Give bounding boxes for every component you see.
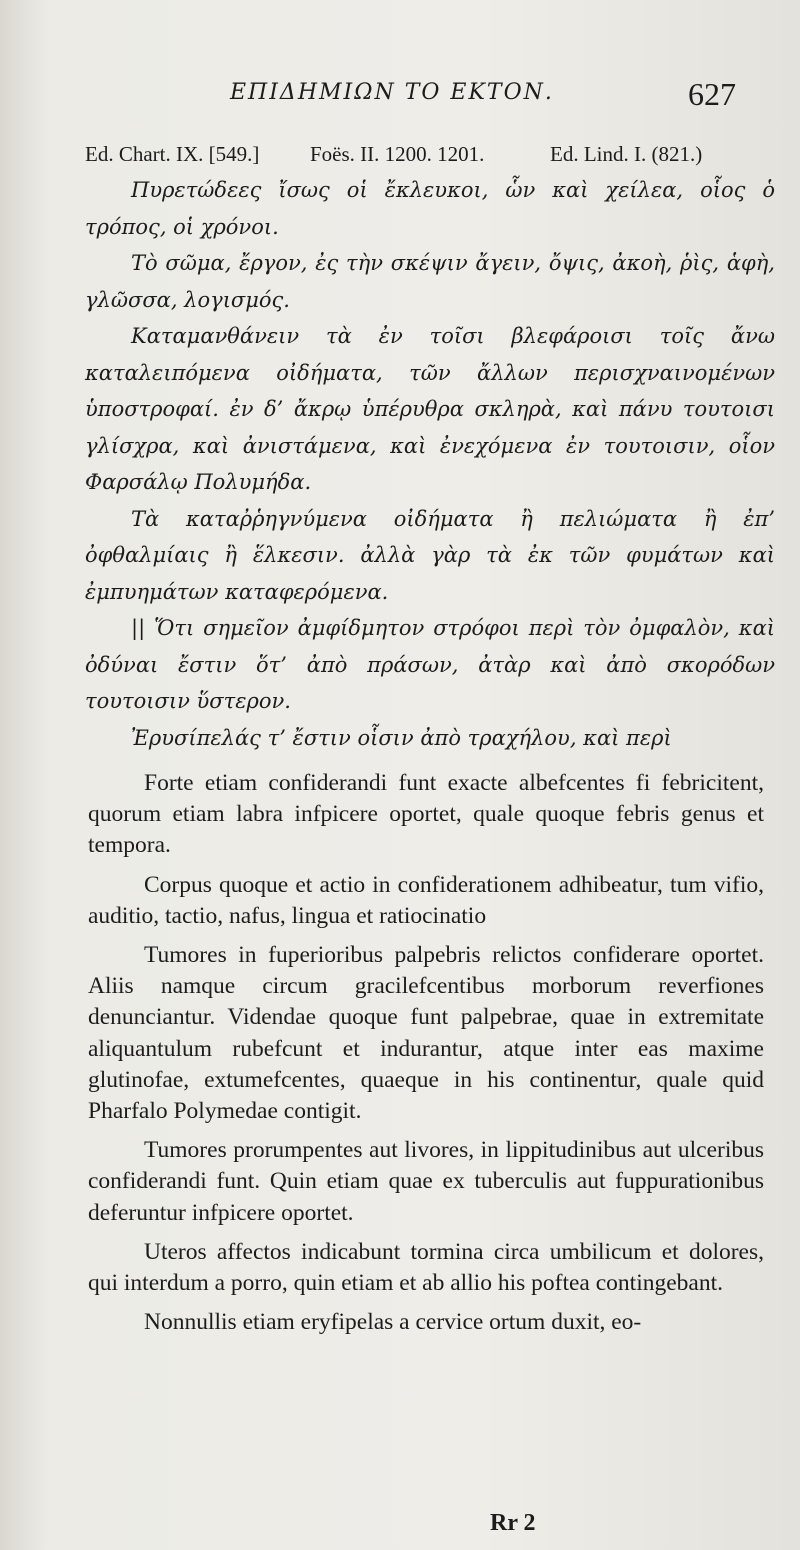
edition-foes-ref: Foës. II. 1200. 1201. — [310, 142, 485, 166]
greek-paragraph: || Ὅτι σημεῖον ἀμφίδμητον στρόφοι περὶ τὸν ὀμφαλὸν, καὶ ὀδύναι ἔστιν ὅτ’ ἀπὸ πράσων, ἀτὰρ καὶ ἀπὸ σκορόδων τουτοισιν ὕστερον. — [85, 616, 775, 713]
greek-text-block — [85, 172, 775, 756]
running-title: ΕΠΙΔΗΜΙΩΝ ΤΟ ΕΚΤΟΝ. — [230, 80, 554, 105]
printer-signature: Rr 2 — [490, 1510, 536, 1536]
greek-paragraph: Τὸ σῶμα, ἔργον, ἐς τὴν σκέψιν ἄγειν, ὄψις, ἀκοὴ, ῥὶς, ἁφὴ, γλῶσσα, λογισμός. — [85, 251, 775, 312]
page-number: 627 — [688, 76, 736, 112]
edition-chart-ref: Ed. Chart. IX. [549.] — [85, 142, 260, 166]
latin-translation-block — [88, 768, 764, 1338]
greek-paragraph: Ἐρυσίπελάς τ’ ἔστιν οἷσιν ἀπὸ τραχήλου, καὶ περὶ — [131, 725, 672, 750]
edition-lind-ref: Ed. Lind. I. (821.) — [550, 142, 703, 166]
greek-paragraph: Τὰ καταῤῥηγνύμενα οἰδήματα ἢ πελιώματα ἢ ἐπ’ ὀφθαλμίαις ἢ ἕλκεσιν. ἀλλὰ γὰρ τὰ ἐκ τῶν φυμάτων καὶ ἐμπυημάτων καταφερόμενα. — [85, 506, 775, 604]
greek-paragraph: Καταμανθάνειν τὰ ἐν τοῖσι βλεφάροισι τοῖς ἄνω καταλειπόμενα οἰδήματα, τῶν ἄλλων περισχναινομένων ὑποστροφαί. ἐν δ’ ἄκρῳ ὑπέρυθρα σκληρὰ, καὶ πάνυ τουτοισι γλίσχρα, καὶ ἀνιστάμενα, καὶ ἐνεχόμενα ἐν τουτοισιν, οἷον Φαρσάλῳ Πολυμήδα. — [85, 324, 775, 494]
page-header — [0, 76, 800, 124]
latin-paragraph: Tumores prorumpentes aut livores, in lippitudinibus aut ulceribus confiderandi funt. Quin etiam quae ex tuberculis aut fuppurationibus deferuntur infpicere oportet. — [88, 1137, 764, 1226]
edition-references — [85, 142, 775, 167]
latin-paragraph: Forte etiam confiderandi funt exacte albefcentes fi febricitent, quorum etiam labra infpicere oportet, quale quoque febris genus et tempora. — [88, 770, 764, 859]
latin-paragraph: Uteros affectos indicabunt tormina circa umbilicum et dolores, qui interdum a porro, quin etiam et ab allio his poftea contingebant. — [88, 1238, 764, 1297]
latin-paragraph: Tumores in fuperioribus palpebris relictos confiderare oportet. Aliis namque circum gracilefcentibus morborum reverfiones denunciantur. Videndae quoque funt palpebrae, quae in extremitate aliquantulum rubefcunt et indurantur, atque inter eas maxime glutinofae, extumefcentes, quaeque in his continentur, quale quid Pharfalo Polymedae contigit. — [88, 942, 764, 1125]
latin-paragraph: Nonnullis etiam eryfipelas a cervice ortum duxit, eo- — [144, 1309, 642, 1336]
latin-paragraph: Corpus quoque et actio in confiderationem adhibeatur, tum vifio, auditio, tactio, nafus, lingua et ratiocinatio — [88, 871, 764, 929]
greek-paragraph: Πυρετώδεες ἴσως οἱ ἔκλευκοι, ὧν καὶ χείλεα, οἷος ὁ τρόπος, οἱ χρόνοι. — [85, 178, 775, 239]
